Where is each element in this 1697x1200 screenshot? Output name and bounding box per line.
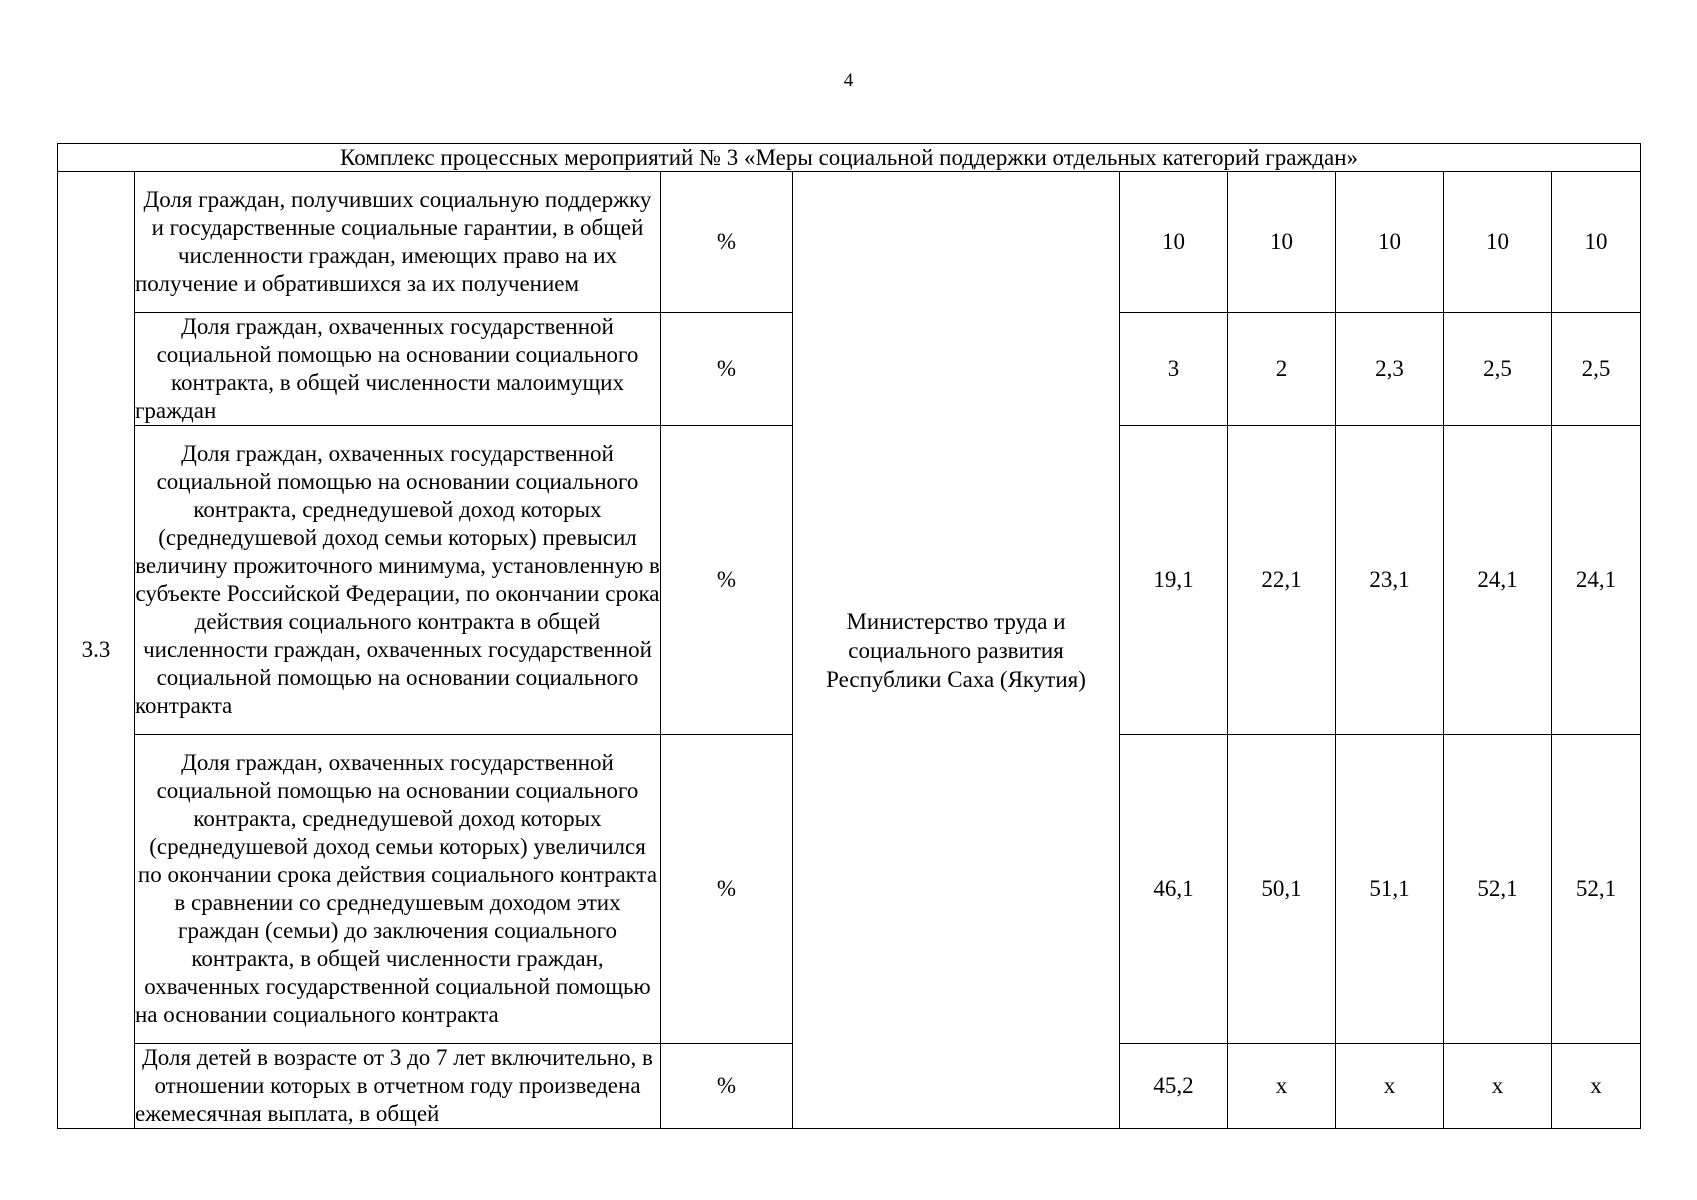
value-cell: x bbox=[1336, 1044, 1444, 1129]
unit-cell: % bbox=[661, 735, 793, 1044]
value-cell: 24,1 bbox=[1444, 426, 1552, 735]
indicator-name: Доля граждан, охваченных государственной социальной помощью на основании социального контракта, в общей численности малоимущих граждан bbox=[135, 313, 661, 426]
value-cell: 19,1 bbox=[1120, 426, 1228, 735]
section-title: Комплекс процессных мероприятий № 3 «Меры социальной поддержки отдельных категорий граждан» bbox=[58, 144, 1641, 172]
value-cell: 50,1 bbox=[1228, 735, 1336, 1044]
section-header-row bbox=[58, 144, 1641, 172]
page-number: 4 bbox=[843, 70, 854, 91]
indicator-text: Доля детей в возрасте от 3 до 7 лет включительно, в отношении которых в отчетном году произведена ежемесячная выплата, в общей bbox=[135, 1045, 653, 1126]
value-cell: 22,1 bbox=[1228, 426, 1336, 735]
unit-cell: % bbox=[661, 1044, 793, 1129]
value-cell: 10 bbox=[1228, 172, 1336, 313]
value-cell: x bbox=[1552, 1044, 1641, 1129]
indicators-table bbox=[57, 143, 1641, 1129]
value-cell: 46,1 bbox=[1120, 735, 1228, 1044]
value-cell: 2,5 bbox=[1552, 313, 1641, 426]
indicator-name bbox=[135, 1044, 661, 1129]
value-cell: 51,1 bbox=[1336, 735, 1444, 1044]
value-cell: 52,1 bbox=[1444, 735, 1552, 1044]
executor-cell: Министерство труда и социального развития Республики Саха (Якутия) bbox=[793, 172, 1120, 1129]
indicator-name: Доля граждан, охваченных государственной социальной помощью на основании социального контракта, среднедушевой доход которых (среднедушевой доход семьи которых) увеличился по окончании срока действия социального контракта в сравнении со среднедушевым доходом этих граждан (семьи) до заключения социального контракта, в общей численности граждан, охваченных государственной социальной помощью на основании социального контракта bbox=[135, 735, 661, 1044]
value-cell: 10 bbox=[1552, 172, 1641, 313]
table-row bbox=[58, 172, 1641, 313]
value-cell: x bbox=[1444, 1044, 1552, 1129]
value-cell: 10 bbox=[1444, 172, 1552, 313]
value-cell: 10 bbox=[1336, 172, 1444, 313]
value-cell: 23,1 bbox=[1336, 426, 1444, 735]
indicator-name: Доля граждан, охваченных государственной социальной помощью на основании социального контракта, среднедушевой доход которых (среднедушевой доход семьи которых) превысил величину прожиточного минимума, установленную в субъекте Российской Федерации, по окончании срока действия социального контракта в общей численности граждан, охваченных государственной социальной помощью на основании социального контракта bbox=[135, 426, 661, 735]
unit-cell: % bbox=[661, 313, 793, 426]
value-cell: x bbox=[1228, 1044, 1336, 1129]
value-cell: 10 bbox=[1120, 172, 1228, 313]
value-cell: 2,5 bbox=[1444, 313, 1552, 426]
value-cell: 52,1 bbox=[1552, 735, 1641, 1044]
unit-cell: % bbox=[661, 172, 793, 313]
value-cell: 2,3 bbox=[1336, 313, 1444, 426]
indicator-name: Доля граждан, получивших социальную поддержку и государственные социальные гарантии, в общей численности граждан, имеющих право на их получение и обратившихся за их получением bbox=[135, 172, 661, 313]
value-cell: 45,2 bbox=[1120, 1044, 1228, 1129]
row-number: 3.3 bbox=[58, 172, 135, 1129]
value-cell: 3 bbox=[1120, 313, 1228, 426]
value-cell: 24,1 bbox=[1552, 426, 1641, 735]
unit-cell: % bbox=[661, 426, 793, 735]
value-cell: 2 bbox=[1228, 313, 1336, 426]
